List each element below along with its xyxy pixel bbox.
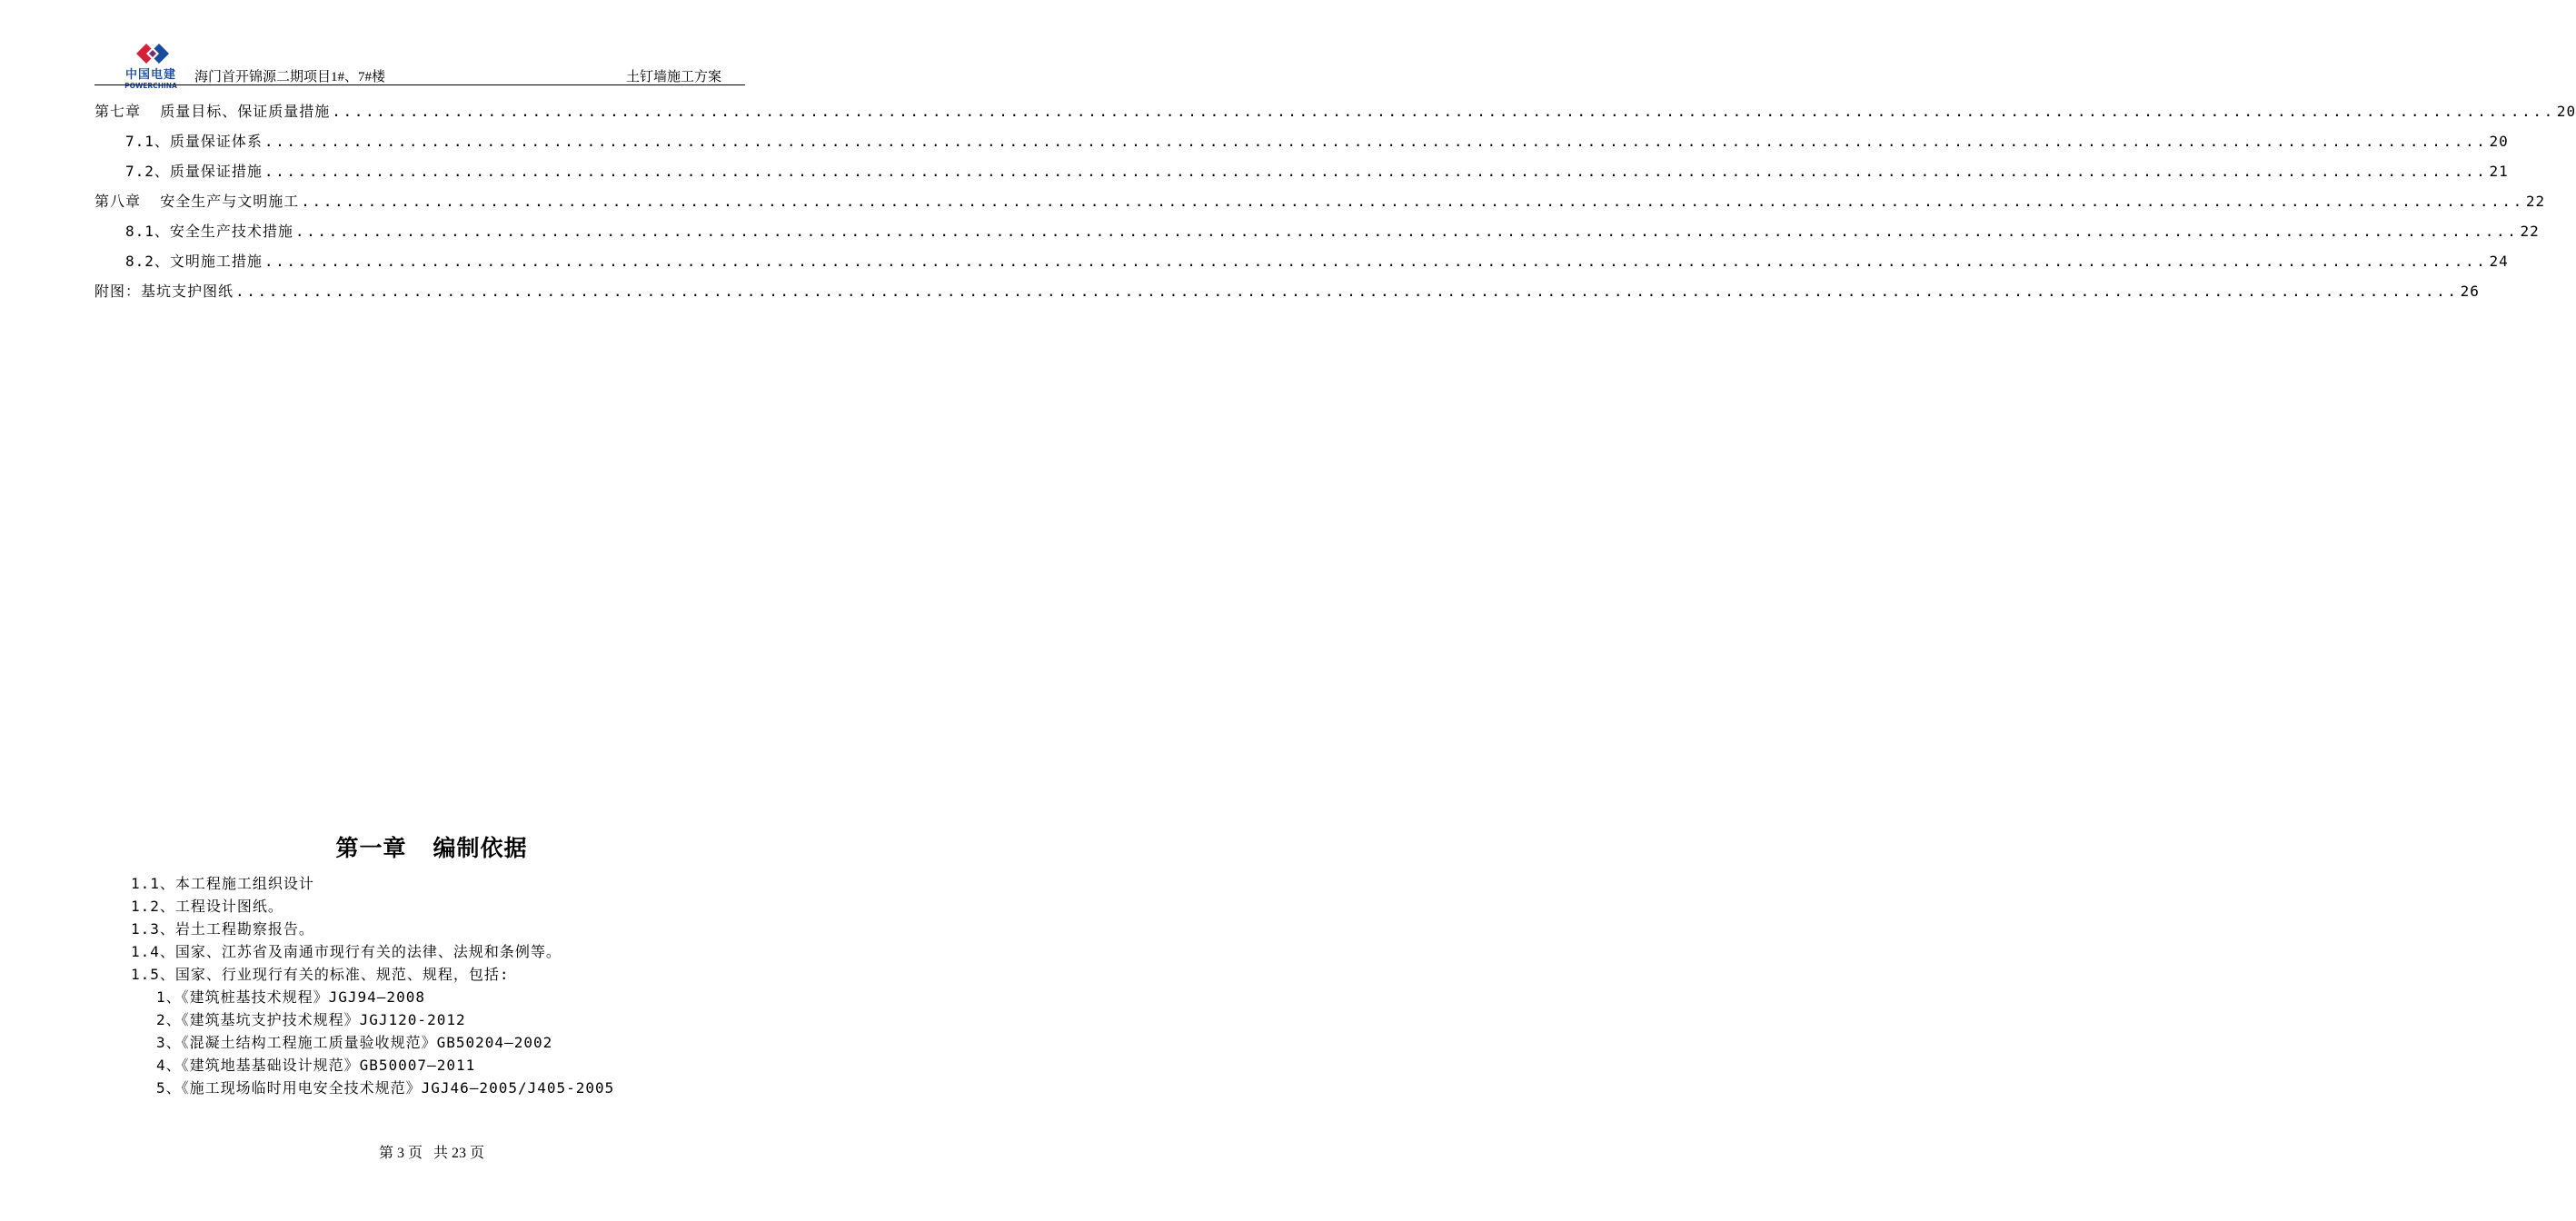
toc-page-number: 20 — [2489, 133, 2509, 150]
toc-entry-label: 8.2、文明施工措施 — [125, 253, 263, 270]
toc-entry-label: 第七章 质量目标、保证质量措施 — [94, 103, 331, 120]
toc-leader-dots: ........................................................................................................................................................................................................ — [294, 223, 2519, 240]
logo-text-en: POWERCHINA — [124, 82, 177, 90]
header-document-title: 土钉墙施工方案 — [625, 70, 721, 84]
list-item: 1.4、国家、江苏省及南通市现行有关的法律、法规和条例等。 — [131, 943, 562, 960]
list-item: 1.5、国家、行业现行有关的标准、规范、规程，包括: — [131, 966, 510, 983]
header-project-name: 海门首开锦源二期项目1#、7#楼 — [194, 70, 386, 84]
powerchina-logo — [120, 38, 182, 89]
toc-leader-dots: ........................................................................................................................................................................................................ — [332, 103, 2555, 120]
toc-entry[interactable] — [94, 280, 2480, 310]
toc-page-number: 26 — [2460, 283, 2480, 300]
page-footer: 第 3 页 共 23 页 — [378, 1146, 484, 1161]
toc-page-number: 22 — [2525, 193, 2546, 210]
list-item: 5、《施工现场临时用电安全技术规范》JGJ46—2005/J405-2005 — [156, 1079, 615, 1097]
toc-entry-label: 8.1、安全生产技术措施 — [125, 223, 293, 240]
page-header — [94, 36, 745, 90]
toc-entry-label: 7.1、质量保证体系 — [125, 133, 263, 150]
toc-leader-dots: ........................................................................................................................................................................................................ — [264, 163, 2488, 180]
toc-page-number: 22 — [2520, 223, 2540, 240]
toc-leader-dots: ........................................................................................................................................................................................................ — [264, 133, 2488, 150]
toc-entry[interactable] — [94, 160, 2509, 190]
toc-page-number: 20 — [2556, 103, 2576, 120]
toc-page-number: 21 — [2489, 163, 2509, 180]
powerchina-logo-icon — [133, 38, 173, 69]
list-item: 2、《建筑基坑支护技术规程》JGJ120-2012 — [156, 1011, 466, 1028]
list-item: 1、《建筑桩基技术规程》JGJ94—2008 — [156, 988, 425, 1006]
toc-entry-label: 7.2、质量保证措施 — [125, 163, 263, 180]
toc-entry-label: 第八章 安全生产与文明施工 — [94, 193, 300, 210]
list-item: 1.1、本工程施工组织设计 — [131, 875, 314, 892]
toc-entry[interactable] — [94, 220, 2540, 250]
header-divider — [94, 84, 745, 85]
basis-list — [131, 872, 767, 1099]
logo-text-cn: 中国电建 — [124, 68, 176, 82]
toc-leader-dots: ........................................................................................................................................................................................................ — [264, 253, 2488, 270]
toc-leader-dots: ........................................................................................................................................................................................................ — [235, 283, 2459, 300]
toc-page-number: 24 — [2489, 253, 2509, 270]
toc-entry[interactable] — [94, 190, 2546, 220]
toc-leader-dots: ........................................................................................................................................................................................................ — [301, 193, 2524, 210]
list-item: 4、《建筑地基基础设计规范》GB50007—2011 — [156, 1057, 476, 1074]
toc-entry[interactable] — [94, 250, 2509, 280]
list-item: 1.2、工程设计图纸。 — [131, 898, 283, 915]
toc-entry[interactable] — [94, 100, 2576, 130]
toc-entry-label: 附图：基坑支护图纸 — [94, 283, 234, 300]
list-item: 3、《混凝土结构工程施工质量验收规范》GB50204—2002 — [156, 1034, 553, 1051]
toc-entry[interactable] — [94, 130, 2509, 160]
table-of-contents — [94, 100, 2576, 310]
chapter-title: 第一章 编制依据 — [335, 835, 528, 861]
list-item: 1.3、岩土工程勘察报告。 — [131, 920, 314, 938]
